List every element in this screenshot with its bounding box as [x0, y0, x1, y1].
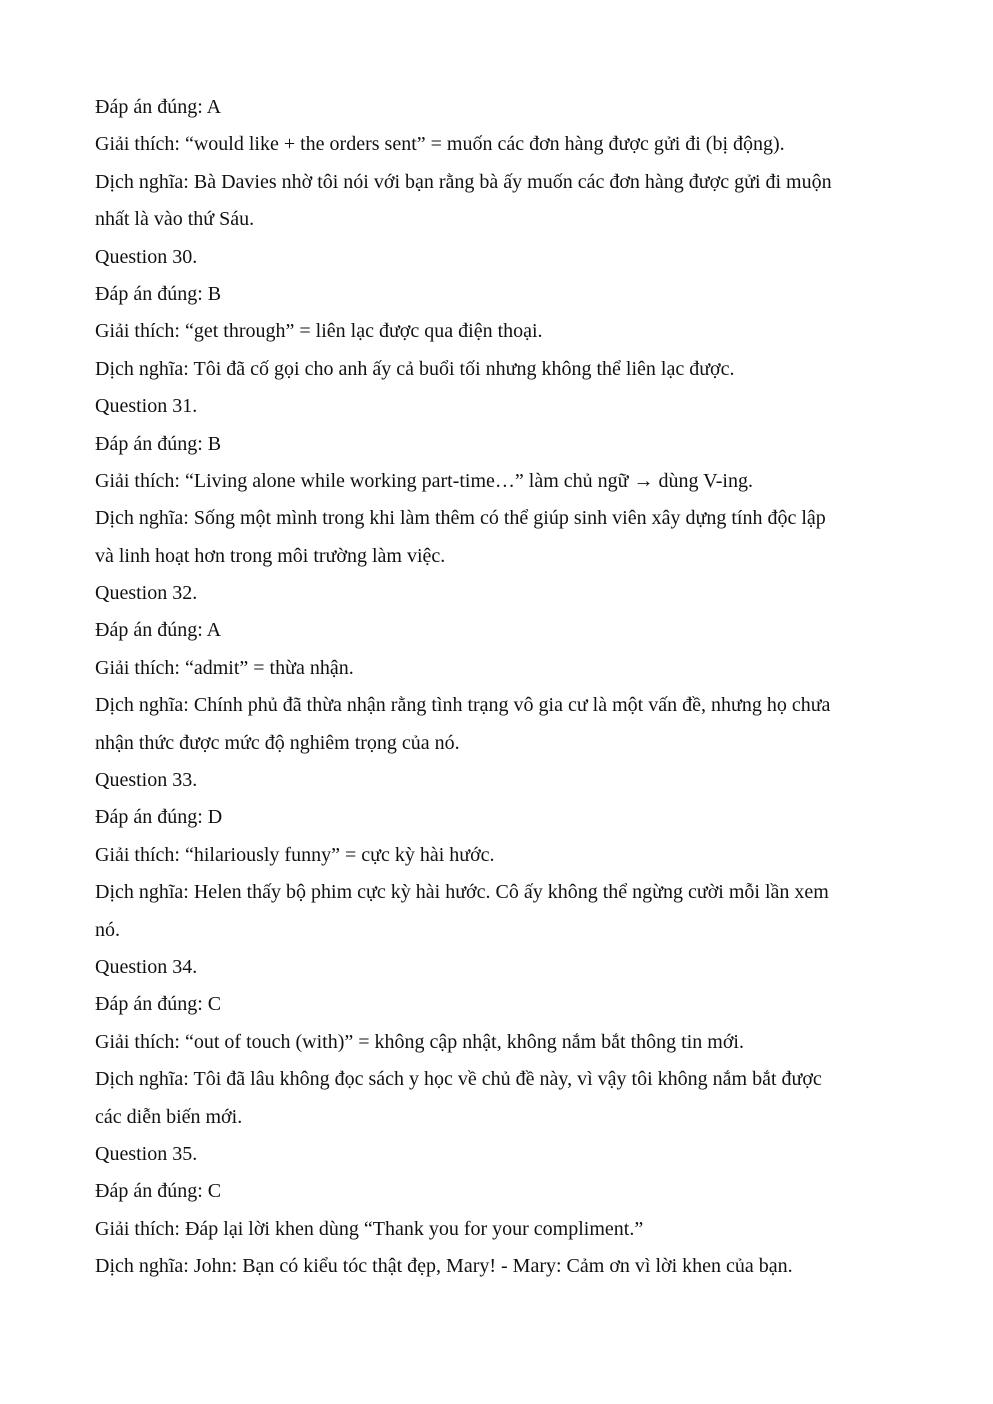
explanation-line: Giải thích: “would like + the orders sent” = muốn các đơn hàng được gửi đi (bị động).	[95, 133, 785, 156]
explanation-line: Giải thích: “admit” = thừa nhận.	[95, 656, 354, 679]
explanation-line: Giải thích: “out of touch (with)” = không cập nhật, không nắm bắt thông tin mới.	[95, 1030, 744, 1053]
answer-line: Đáp án đúng: D	[95, 806, 223, 829]
translation-line: Dịch nghĩa: Tôi đã lâu không đọc sách y học về chủ đề này, vì vậy tôi không nắm bắt được	[95, 1068, 822, 1091]
question-heading: Question 32.	[95, 582, 198, 605]
translation-line-continued: nó.	[95, 918, 120, 941]
explanation-line: Giải thích: “Living alone while working part-time…” làm chủ ngữ → dùng V-ing.	[95, 469, 753, 492]
answer-line: Đáp án đúng: C	[95, 993, 222, 1016]
explanation-line: Giải thích: Đáp lại lời khen dùng “Thank you for your compliment.”	[95, 1217, 644, 1240]
question-heading: Question 35.	[95, 1142, 198, 1165]
question-heading: Question 30.	[95, 245, 198, 268]
translation-line-continued: và linh hoạt hơn trong môi trường làm việc.	[95, 544, 446, 567]
answer-line: Đáp án đúng: C	[95, 1180, 222, 1203]
translation-line-continued: các diễn biến mới.	[95, 1105, 243, 1128]
translation-line-continued: nhất là vào thứ Sáu.	[95, 208, 255, 231]
question-heading: Question 34.	[95, 955, 198, 978]
question-heading: Question 33.	[95, 769, 198, 792]
translation-line: Dịch nghĩa: Helen thấy bộ phim cực kỳ hài hước. Cô ấy không thể ngừng cười mỗi lần xem	[95, 881, 829, 904]
explanation-line: Giải thích: “hilariously funny” = cực kỳ hài hước.	[95, 843, 495, 866]
translation-line: Dịch nghĩa: Tôi đã cố gọi cho anh ấy cả buổi tối nhưng không thể liên lạc được.	[95, 357, 735, 380]
answer-line: Đáp án đúng: A	[95, 619, 222, 642]
explanation-line: Giải thích: “get through” = liên lạc được qua điện thoại.	[95, 320, 543, 343]
translation-line: Dịch nghĩa: John: Bạn có kiểu tóc thật đẹp, Mary! - Mary: Cảm ơn vì lời khen của bạn.	[95, 1255, 793, 1278]
translation-line-continued: nhận thức được mức độ nghiêm trọng của nó.	[95, 731, 460, 754]
translation-line: Dịch nghĩa: Bà Davies nhờ tôi nói với bạn rằng bà ấy muốn các đơn hàng được gửi đi muộn	[95, 170, 832, 193]
document-page	[95, 89, 905, 1286]
answer-line: Đáp án đúng: B	[95, 282, 222, 305]
translation-line: Dịch nghĩa: Chính phủ đã thừa nhận rằng tình trạng vô gia cư là một vấn đề, nhưng họ chưa	[95, 694, 831, 717]
question-heading: Question 31.	[95, 395, 198, 418]
answer-line: Đáp án đúng: A	[95, 96, 222, 118]
answer-line: Đáp án đúng: B	[95, 432, 222, 455]
translation-line: Dịch nghĩa: Sống một mình trong khi làm thêm có thể giúp sinh viên xây dựng tính độc lập	[95, 507, 826, 530]
